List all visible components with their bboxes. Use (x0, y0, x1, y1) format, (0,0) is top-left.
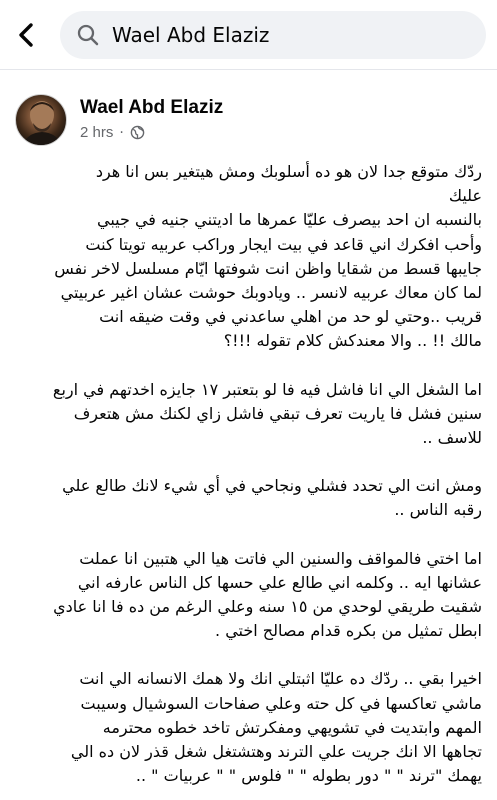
search-input[interactable] (112, 11, 472, 59)
post-meta (80, 124, 145, 141)
meta-separator: · (119, 124, 124, 141)
post-header (0, 88, 497, 158)
post-paragraph: ردّك متوقع جدا لان هو ده أسلوبك ومش هيتغير بس انا هرد عليك بالنسبه ان احد بيصرف عليّا عمرها ما اديتني جنيه في جيبي وأحب افكرك اني قاعد في بيت ايجار وراكب عربيه تويتا كنت جايبها قسط من شقايا واظن انت شوفتها ايّام مسلسل لاخر نفس لما كان معاك عربيه لانسر .. ويادوبك حوشت عشان اغير عربيتي قريب ..وحتي لو حد من اهلي ساعدني في وقت ضيقه انت مالك !! .. والا معندكش كلام تقوله !!!؟ (54, 162, 482, 351)
back-button[interactable] (12, 20, 40, 50)
search-field[interactable] (60, 11, 486, 59)
post-paragraph: اما الشغل الي انا فاشل فيه فا لو بتعتبر ١٧ جايزه اخدتهم في اربع سنين فشل فا ياريت تعرف تبقي فاشل زاي لكنك مش هتعرف للاسف .. (52, 379, 482, 448)
avatar[interactable] (15, 94, 67, 146)
search-icon (76, 23, 100, 47)
back-arrow-icon (18, 22, 34, 48)
post-text (14, 160, 482, 788)
post-paragraph: اما اختي فالمواقف والسنين الي فاتت هيا الي هتبين انا عملت عشانها ايه .. وكلمه اني طالع علي حسها كل الناس عارفه اني شقيت طريقي لوحدي من ١٥ سنه وعلي الرغم من ده فا انا عادي ابطل تمثيل من بكره قدام مصالح اختي . (53, 548, 482, 641)
avatar-photo (16, 95, 67, 146)
post-time[interactable]: 2 hrs (80, 124, 114, 141)
search-header (0, 0, 497, 70)
post-paragraph: اخيرا بقي .. ردّك ده عليّا اثبتلي انك ولا همك الانسانه الي انت ماشي تعاكسها في كل حته وعلي صفاحات السوشيال وسيبت المهم وابتديت في تشويهي ومفكرتش تاخد خطوه محترمه تجاهها الا انك جريت علي الترند وهتشتغل شغل قذر لان ده الي يهمك "ترند " " دور بطوله " " فلوس " " عربيات " .. (70, 669, 482, 786)
post-paragraph: ومش انت الي تحدد فشلي ونجاحي في أي شيء لانك طالع علي رقبه الناس .. (62, 476, 482, 520)
globe-icon (130, 125, 145, 140)
author-name[interactable]: Wael Abd Elaziz (80, 97, 224, 118)
